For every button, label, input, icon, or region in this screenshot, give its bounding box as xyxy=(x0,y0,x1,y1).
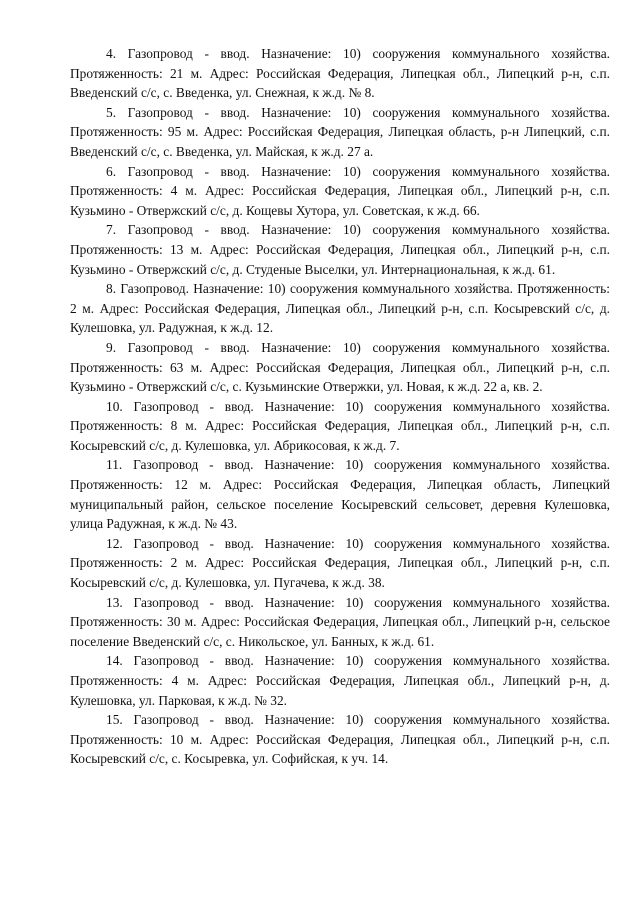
list-item: 10. Газопровод - ввод. Назначение: 10) сооружения коммунального хозяйства. Протяженность: 8 м. Адрес: Российская Федерация, Липецкая обл., Липецкий р-н, с.п. Косыревский с/с, д. Кулешовка, ул. Абрикосовая, к ж.д. 7. xyxy=(70,398,610,453)
list-item: 8. Газопровод. Назначение: 10) сооружения коммунального хозяйства. Протяженность: 2 м. Адрес: Российская Федерация, Липецкая обл., Липецкий р-н, с.п. Косыревский с/с, д. Кулешовка, ул. Радужная, к ж.д. 12. xyxy=(70,281,610,336)
list-item: 6. Газопровод - ввод. Назначение: 10) сооружения коммунального хозяйства. Протяженность: 4 м. Адрес: Российская Федерация, Липецкая обл., Липецкий р-н, с.п. Кузьмино - Отвержский с/с, д. Кощевы Хутора, ул. Советская, к ж.д. 66. xyxy=(70,163,610,218)
document-body xyxy=(70,44,610,769)
list-item: 5. Газопровод - ввод. Назначение: 10) сооружения коммунального хозяйства. Протяженность: 95 м. Адрес: Российская Федерация, Липецкая область, р-н Липецкий, с.п. Введенский с/с, с. Введенка, ул. Майская, к ж.д. 27 а. xyxy=(70,104,610,159)
list-item: 11. Газопровод - ввод. Назначение: 10) сооружения коммунального хозяйства. Протяженность: 12 м. Адрес: Российская Федерация, Липецкая область, Липецкий муниципальный район, сельское поселение Косыревский сельсовет, деревня Кулешовка, улица Радужная, к ж.д. № 43. xyxy=(70,457,610,532)
list-item: 13. Газопровод - ввод. Назначение: 10) сооружения коммунального хозяйства. Протяженность: 30 м. Адрес: Российская Федерация, Липецкая обл., Липецкий р-н, сельское поселение Введенский с/с, с. Никольское, ул. Банных, к ж.д. 61. xyxy=(70,594,610,649)
list-item: 14. Газопровод - ввод. Назначение: 10) сооружения коммунального хозяйства. Протяженность: 4 м. Адрес: Российская Федерация, Липецкая обл., Липецкий р-н, д. Кулешовка, ул. Парковая, к ж.д. № 32. xyxy=(70,653,610,708)
list-item: 12. Газопровод - ввод. Назначение: 10) сооружения коммунального хозяйства. Протяженность: 2 м. Адрес: Российская Федерация, Липецкая обл., Липецкий р-н, с.п. Косыревский с/с, д. Кулешовка, ул. Пугачева, к ж.д. 38. xyxy=(70,535,610,591)
list-item: 15. Газопровод - ввод. Назначение: 10) сооружения коммунального хозяйства. Протяженность: 10 м. Адрес: Российская Федерация, Липецкая обл., Липецкий р-н, с.п. Косыревский с/с, с. Косыревка, ул. Софийская, к уч. 14. xyxy=(70,712,610,767)
list-item: 9. Газопровод - ввод. Назначение: 10) сооружения коммунального хозяйства. Протяженность: 63 м. Адрес: Российская Федерация, Липецкая обл., Липецкий р-н, с.п. Кузьмино - Отвержский с/с, с. Кузьминские Отвержки, ул. Новая, к ж.д. 22 а, кв. 2. xyxy=(70,339,610,395)
list-item: 4. Газопровод - ввод. Назначение: 10) сооружения коммунального хозяйства. Протяженность: 21 м. Адрес: Российская Федерация, Липецкая обл., Липецкий р-н, с.п. Введенский с/с, с. Введенка, ул. Снежная, к ж.д. № 8. xyxy=(70,46,610,101)
list-item: 7. Газопровод - ввод. Назначение: 10) сооружения коммунального хозяйства. Протяженность: 13 м. Адрес: Российская Федерация, Липецкая обл., Липецкий р-н, с.п. Кузьмино - Отвержский с/с, д. Студеные Выселки, ул. Интернациональная, к ж.д. 61. xyxy=(70,222,610,277)
